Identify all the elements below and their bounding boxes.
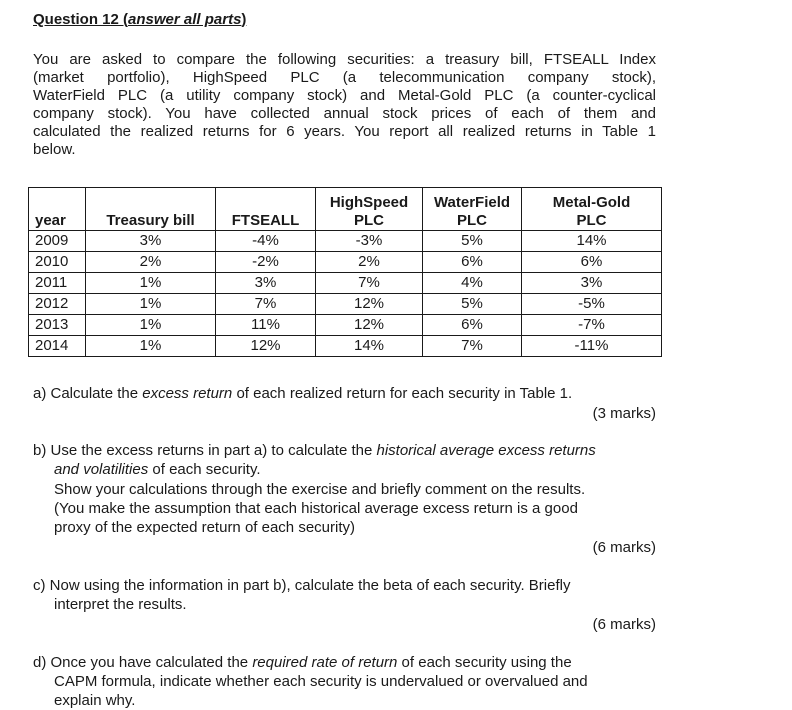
table-row <box>29 294 662 315</box>
intro-line: calculated the realized returns for 6 years. You report all realized returns in Table 1 <box>33 123 656 140</box>
cell-treasury-bill: 3% <box>86 231 216 252</box>
cell-metal-gold: -5% <box>522 294 662 315</box>
question-heading <box>33 11 246 28</box>
cell-highspeed: 2% <box>316 252 423 273</box>
cell-metal-gold: 14% <box>522 231 662 252</box>
cell-waterfield: 5% <box>423 294 522 315</box>
table-row <box>29 315 662 336</box>
question-d-line2: CAPM formula, indicate whether each security is undervalued or overvalued and <box>54 673 588 690</box>
heading-suffix: ) <box>241 11 247 28</box>
question-b-line2: and volatilities of each security. <box>54 461 261 478</box>
cell-treasury-bill: 1% <box>86 273 216 294</box>
table-row <box>29 336 662 357</box>
table-row <box>29 252 662 273</box>
cell-metal-gold: 3% <box>522 273 662 294</box>
cell-year: 2014 <box>29 336 86 357</box>
question-a-marks: (3 marks) <box>592 405 656 422</box>
question-c-line2: interpret the results. <box>54 596 187 613</box>
cell-treasury-bill: 1% <box>86 315 216 336</box>
cell-waterfield: 6% <box>423 252 522 273</box>
header-treasury-bill: Treasury bill <box>86 188 216 231</box>
heading-italic: answer all parts <box>128 11 242 28</box>
cell-year: 2011 <box>29 273 86 294</box>
returns-table <box>28 187 662 357</box>
cell-metal-gold: -7% <box>522 315 662 336</box>
cell-highspeed: 7% <box>316 273 423 294</box>
cell-year: 2010 <box>29 252 86 273</box>
cell-ftseall: 3% <box>216 273 316 294</box>
cell-waterfield: 6% <box>423 315 522 336</box>
cell-metal-gold: -11% <box>522 336 662 357</box>
heading-prefix: Question 12 ( <box>33 11 129 28</box>
intro-line: (market portfolio), HighSpeed PLC (a telecommunication company stock), <box>33 69 656 86</box>
cell-ftseall: -2% <box>216 252 316 273</box>
intro-line: You are asked to compare the following securities: a treasury bill, FTSEALL Index <box>33 51 656 68</box>
cell-treasury-bill: 1% <box>86 336 216 357</box>
cell-highspeed: 12% <box>316 294 423 315</box>
question-c-line1: c) Now using the information in part b), calculate the beta of each security. Briefly <box>33 577 571 594</box>
cell-ftseall: -4% <box>216 231 316 252</box>
cell-year: 2012 <box>29 294 86 315</box>
intro-line: below. <box>33 141 76 158</box>
header-waterfield: WaterField PLC <box>423 188 522 231</box>
cell-ftseall: 7% <box>216 294 316 315</box>
cell-waterfield: 5% <box>423 231 522 252</box>
cell-ftseall: 11% <box>216 315 316 336</box>
question-a: a) Calculate the excess return of each realized return for each security in Table 1. <box>33 385 573 402</box>
question-b-line5: proxy of the expected return of each security) <box>54 519 355 536</box>
cell-ftseall: 12% <box>216 336 316 357</box>
intro-paragraph <box>33 51 656 159</box>
intro-line: company stock). You have collected annual stock prices of each of them and <box>33 105 656 122</box>
cell-highspeed: 12% <box>316 315 423 336</box>
header-metal-gold: Metal-Gold PLC <box>522 188 662 231</box>
table-row <box>29 273 662 294</box>
cell-year: 2013 <box>29 315 86 336</box>
question-b-marks: (6 marks) <box>592 539 656 556</box>
cell-treasury-bill: 1% <box>86 294 216 315</box>
cell-metal-gold: 6% <box>522 252 662 273</box>
cell-highspeed: -3% <box>316 231 423 252</box>
table-header-row <box>29 188 662 231</box>
cell-highspeed: 14% <box>316 336 423 357</box>
cell-waterfield: 7% <box>423 336 522 357</box>
cell-treasury-bill: 2% <box>86 252 216 273</box>
header-year: year <box>29 188 86 231</box>
question-d-line3: explain why. <box>54 692 136 709</box>
cell-waterfield: 4% <box>423 273 522 294</box>
question-b-line1: b) Use the excess returns in part a) to calculate the historical average excess returns <box>33 442 596 459</box>
cell-year: 2009 <box>29 231 86 252</box>
header-ftseall: FTSEALL <box>216 188 316 231</box>
question-c-marks: (6 marks) <box>592 616 656 633</box>
question-b-line3: Show your calculations through the exercise and briefly comment on the results. <box>54 481 586 498</box>
question-d-line1: d) Once you have calculated the required rate of return of each security using the <box>33 654 572 671</box>
question-b-line4: (You make the assumption that each historical average excess return is a good <box>54 500 578 517</box>
header-highspeed: HighSpeed PLC <box>316 188 423 231</box>
table-row <box>29 231 662 252</box>
intro-line: WaterField PLC (a utility company stock) and Metal-Gold PLC (a counter-cyclical <box>33 87 656 104</box>
